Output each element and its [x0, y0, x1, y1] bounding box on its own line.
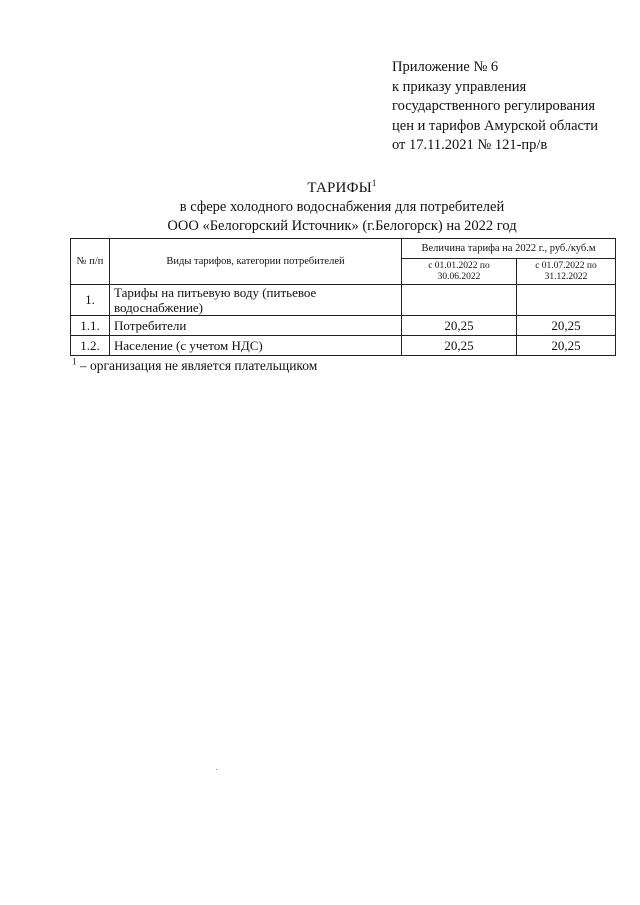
footnote	[72, 358, 317, 374]
row-value-2: 20,25	[517, 336, 616, 356]
row-value-1	[402, 285, 517, 316]
row-value-1: 20,25	[402, 316, 517, 336]
row-number: 1.2.	[71, 336, 110, 356]
row-value-2	[517, 285, 616, 316]
appendix-line: Приложение № 6	[392, 59, 499, 75]
table-header-row	[71, 239, 616, 259]
document-title	[100, 179, 584, 198]
row-name: Население (с учетом НДС)	[110, 336, 402, 356]
header-period-1: с 01.01.2022 по 30.06.2022	[402, 259, 517, 285]
row-number: 1.1.	[71, 316, 110, 336]
row-value-2: 20,25	[517, 316, 616, 336]
appendix-line: к приказу управления	[392, 78, 527, 95]
subtitle-line: ООО «Белогорский Источник» (г.Белогорск) на 2022 год	[167, 218, 517, 234]
row-name: Потребители	[110, 316, 402, 336]
row-value-1: 20,25	[402, 336, 517, 356]
header-number: № п/п	[71, 239, 110, 285]
row-name: Тарифы на питьевую воду (питьевое водоснабжение)	[110, 285, 402, 316]
footnote-mark: 1	[72, 356, 77, 367]
scan-speck	[216, 769, 217, 770]
subtitle-line: в сфере холодного водоснабжения для потребителей	[179, 199, 505, 215]
header-value: Величина тарифа на 2022 г., руб./куб.м	[402, 239, 616, 259]
appendix-line: цен и тарифов Амурской области	[392, 117, 599, 134]
document-title-block	[100, 179, 584, 236]
appendix-line: от 17.11.2021 № 121-пр/в	[392, 137, 548, 153]
table-row	[71, 336, 616, 356]
footnote-text: – организация не является плательщиком	[76, 358, 318, 373]
row-number: 1.	[71, 285, 110, 316]
table-row	[71, 285, 616, 316]
appendix-line: государственного регулирования	[392, 98, 596, 114]
tariff-table	[70, 238, 616, 356]
header-period-2: с 01.07.2022 по 31.12.2022	[517, 259, 616, 285]
header-types: Виды тарифов, категории потребителей	[110, 239, 402, 285]
appendix-header	[392, 58, 627, 156]
title-text: ТАРИФЫ	[307, 180, 372, 196]
table-row	[71, 316, 616, 336]
title-footnote-mark: 1	[371, 178, 377, 188]
